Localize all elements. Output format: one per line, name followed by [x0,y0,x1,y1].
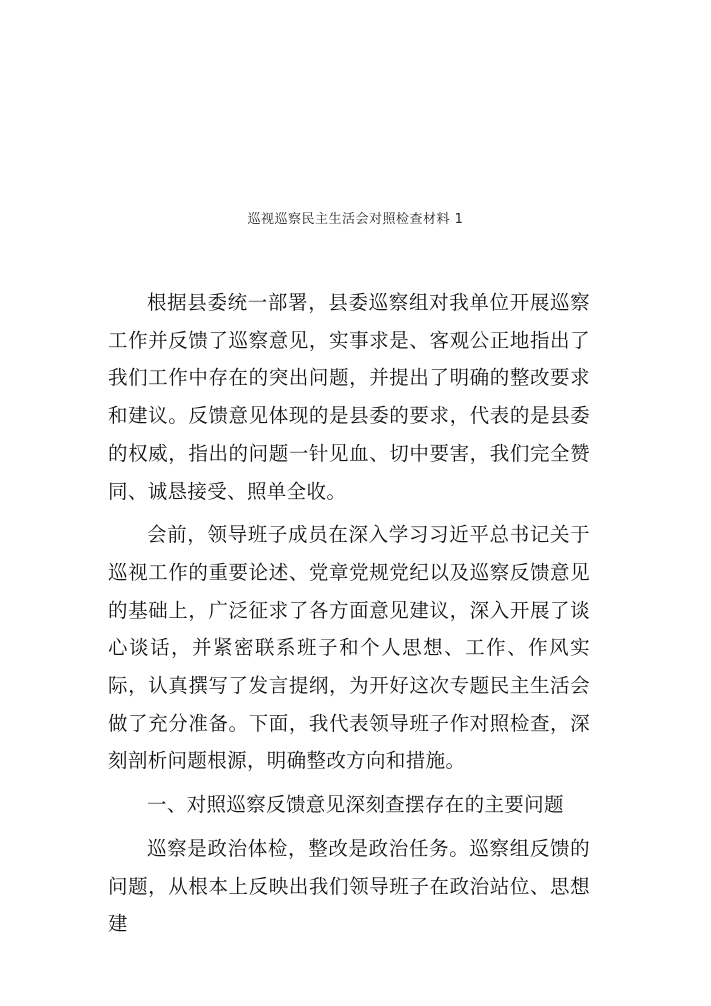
paragraph-intro: 根据县委统一部署，县委巡察组对我单位开展巡察工作并反馈了巡察意见，实事求是、客观公正地指出了我们工作中存在的突出问题，并提出了明确的整改要求和建议。反馈意见体现的是县委的要求，代表的是县委的权威，指出的问题一针见血、切中要害，我们完全赞同、诚恳接受、照单全收。 [108,291,590,503]
paragraph-section-body: 巡察是政治体检，整改是政治任务。巡察组反馈的问题，从根本上反映出我们领导班子在政治站位、思想建 [108,836,590,936]
document-body [108,284,590,949]
document-title: 巡视巡察民主生活会对照检查材料 1 [247,212,464,227]
section-heading: 一、对照巡察反馈意见深刻查摆存在的主要问题 [147,793,564,817]
paragraph-preparation: 会前，领导班子成员在深入学习习近平总书记关于巡视工作的重要论述、党章党规党纪以及巡察反馈意见的基础上，广泛征求了各方面意见建议，深入开展了谈心谈话，并紧密联系班子和个人思想、工作、作风实际，认真撰写了发言提纲，为开好这次专题民主生活会做了充分准备。下面，我代表领导班子作对照检查，深刻剖析问题根源，明确整改方向和措施。 [108,523,590,773]
